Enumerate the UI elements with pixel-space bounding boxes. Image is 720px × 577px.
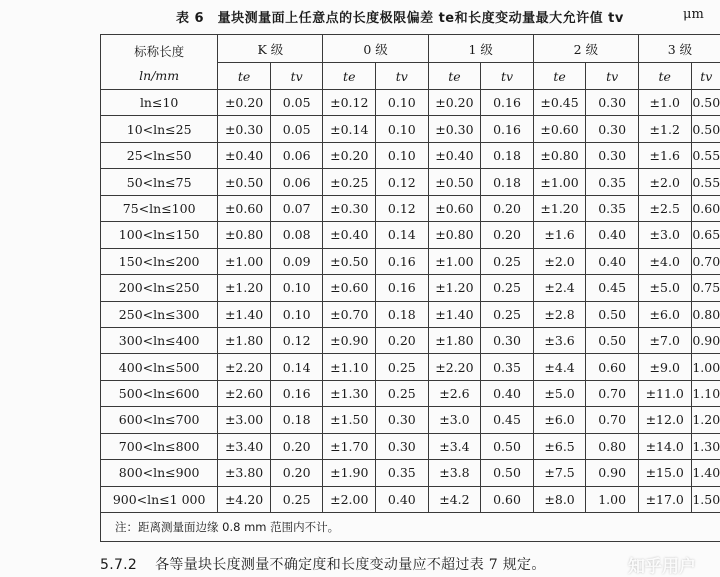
tv-cell: 0.60 <box>481 486 534 512</box>
te-cell: ±1.00 <box>533 169 586 195</box>
tv-cell: 0.16 <box>376 275 429 301</box>
tv-cell: 0.16 <box>481 90 534 116</box>
table-row <box>101 116 720 142</box>
tv-header: tv <box>376 63 429 90</box>
tv-cell: 0.35 <box>376 460 429 486</box>
te-cell: ±1.80 <box>218 327 271 353</box>
tv-cell: 1.00 <box>691 354 720 380</box>
tv-cell: 0.50 <box>691 116 720 142</box>
te-cell: ±6.5 <box>533 433 586 459</box>
tv-header: tv <box>270 63 323 90</box>
te-cell: ±0.60 <box>218 195 271 221</box>
te-cell: ±1.30 <box>323 380 376 406</box>
tv-cell: 0.16 <box>376 248 429 274</box>
tolerance-table <box>100 34 720 542</box>
tv-cell: 0.50 <box>586 301 639 327</box>
te-cell: ±3.0 <box>638 222 691 248</box>
te-cell: ±2.6 <box>428 380 481 406</box>
table-title: 表 6 量块测量面上任意点的长度极限偏差 te和长度变动量最大允许值 tv <box>176 7 624 26</box>
tv-cell: 0.06 <box>270 169 323 195</box>
te-cell: ±1.20 <box>428 275 481 301</box>
te-cell: ±3.8 <box>428 460 481 486</box>
te-header: te <box>533 63 586 90</box>
nominal-length-cell: 700<ln≤800 <box>101 433 218 459</box>
te-cell: ±1.2 <box>638 116 691 142</box>
te-cell: ±0.20 <box>428 90 481 116</box>
tv-cell: 0.70 <box>586 407 639 433</box>
te-cell: ±4.0 <box>638 248 691 274</box>
tv-cell: 0.18 <box>270 407 323 433</box>
table-row <box>101 275 720 301</box>
te-cell: ±0.14 <box>323 116 376 142</box>
te-cell: ±5.0 <box>533 380 586 406</box>
tv-cell: 0.90 <box>586 460 639 486</box>
table-row <box>101 195 720 221</box>
te-cell: ±1.40 <box>428 301 481 327</box>
te-cell: ±0.40 <box>218 142 271 168</box>
te-cell: ±3.4 <box>428 433 481 459</box>
tv-cell: 1.20 <box>691 407 720 433</box>
te-cell: ±1.20 <box>533 195 586 221</box>
tv-cell: 0.40 <box>376 486 429 512</box>
te-cell: ±1.80 <box>428 327 481 353</box>
te-cell: ±8.0 <box>533 486 586 512</box>
tv-cell: 0.30 <box>586 90 639 116</box>
tv-cell: 0.70 <box>691 248 720 274</box>
tv-cell: 0.35 <box>586 169 639 195</box>
te-cell: ±14.0 <box>638 433 691 459</box>
section-paragraph <box>100 554 546 574</box>
tv-cell: 1.40 <box>691 460 720 486</box>
tv-cell: 0.40 <box>481 380 534 406</box>
te-cell: ±1.6 <box>533 222 586 248</box>
te-cell: ±1.70 <box>323 433 376 459</box>
te-header: te <box>323 63 376 90</box>
nominal-length-cell: 300<ln≤400 <box>101 327 218 353</box>
tv-cell: 0.30 <box>481 327 534 353</box>
table-row <box>101 90 720 116</box>
table-row <box>101 222 720 248</box>
table-row <box>101 327 720 353</box>
watermark: 知乎用户 <box>628 552 696 577</box>
tv-cell: 0.25 <box>376 354 429 380</box>
te-cell: ±3.40 <box>218 433 271 459</box>
te-cell: ±0.60 <box>323 275 376 301</box>
nominal-length-cell: 100<ln≤150 <box>101 222 218 248</box>
table-row <box>101 142 720 168</box>
tv-cell: 0.90 <box>691 327 720 353</box>
tv-cell: 0.55 <box>691 142 720 168</box>
te-cell: ±0.70 <box>323 301 376 327</box>
tv-cell: 0.18 <box>481 142 534 168</box>
tv-cell: 0.50 <box>481 433 534 459</box>
te-cell: ±0.30 <box>323 195 376 221</box>
tv-cell: 0.20 <box>376 327 429 353</box>
table-row <box>101 248 720 274</box>
te-cell: ±5.0 <box>638 275 691 301</box>
unit-label: μm <box>683 7 704 22</box>
nominal-length-header <box>101 35 218 90</box>
nominal-length-cell: 900<ln≤1 000 <box>101 486 218 512</box>
tv-cell: 0.08 <box>270 222 323 248</box>
nominal-length-cell: 10<ln≤25 <box>101 116 218 142</box>
te-cell: ±0.25 <box>323 169 376 195</box>
te-cell: ±4.2 <box>428 486 481 512</box>
tv-cell: 0.25 <box>376 380 429 406</box>
te-cell: ±0.60 <box>428 195 481 221</box>
nominal-length-cell: 200<ln≤250 <box>101 275 218 301</box>
te-cell: ±7.0 <box>638 327 691 353</box>
table-row <box>101 354 720 380</box>
tv-cell: 0.20 <box>270 460 323 486</box>
tv-cell: 0.65 <box>691 222 720 248</box>
nominal-length-cell: 75<ln≤100 <box>101 195 218 221</box>
te-cell: ±4.4 <box>533 354 586 380</box>
table-row <box>101 460 720 486</box>
tv-cell: 0.10 <box>376 90 429 116</box>
te-cell: ±2.5 <box>638 195 691 221</box>
grade-header: K 级 <box>218 35 323 63</box>
te-cell: ±0.20 <box>218 90 271 116</box>
tv-cell: 0.25 <box>481 275 534 301</box>
tv-cell: 0.12 <box>270 327 323 353</box>
te-cell: ±1.0 <box>638 90 691 116</box>
te-cell: ±0.80 <box>533 142 586 168</box>
te-cell: ±2.20 <box>428 354 481 380</box>
te-cell: ±6.0 <box>533 407 586 433</box>
te-header: te <box>218 63 271 90</box>
te-cell: ±0.20 <box>323 142 376 168</box>
nominal-length-cell: 600<ln≤700 <box>101 407 218 433</box>
section-number: 5.7.2 <box>100 557 137 573</box>
tv-header: tv <box>691 63 720 90</box>
nominal-length-cell: 150<ln≤200 <box>101 248 218 274</box>
tv-cell: 0.35 <box>481 354 534 380</box>
te-cell: ±12.0 <box>638 407 691 433</box>
nominal-length-label: 标称长度 <box>101 42 217 60</box>
te-cell: ±2.00 <box>323 486 376 512</box>
te-cell: ±2.4 <box>533 275 586 301</box>
nominal-length-cell: 400<ln≤500 <box>101 354 218 380</box>
te-cell: ±0.30 <box>428 116 481 142</box>
tv-header: tv <box>586 63 639 90</box>
te-cell: ±1.90 <box>323 460 376 486</box>
te-cell: ±0.45 <box>533 90 586 116</box>
te-cell: ±0.50 <box>323 248 376 274</box>
nominal-length-cell: 500<ln≤600 <box>101 380 218 406</box>
nominal-length-cell: 250<ln≤300 <box>101 301 218 327</box>
tv-cell: 0.30 <box>586 116 639 142</box>
tv-cell: 0.12 <box>376 169 429 195</box>
te-cell: ±3.00 <box>218 407 271 433</box>
tv-cell: 0.25 <box>481 248 534 274</box>
grade-header: 1 级 <box>428 35 533 63</box>
tv-cell: 0.10 <box>376 142 429 168</box>
tv-cell: 0.14 <box>270 354 323 380</box>
tv-header: tv <box>481 63 534 90</box>
tv-cell: 0.80 <box>691 301 720 327</box>
te-cell: ±0.50 <box>218 169 271 195</box>
tv-cell: 0.05 <box>270 90 323 116</box>
te-cell: ±6.0 <box>638 301 691 327</box>
tv-cell: 0.06 <box>270 142 323 168</box>
te-cell: ±7.5 <box>533 460 586 486</box>
section-text: 各等量块长度测量不确定度和长度变动量应不超过表 7 规定。 <box>155 557 546 573</box>
nominal-length-cell: ln≤10 <box>101 90 218 116</box>
te-header: te <box>638 63 691 90</box>
tv-cell: 0.25 <box>270 486 323 512</box>
te-cell: ±1.00 <box>218 248 271 274</box>
te-cell: ±3.0 <box>428 407 481 433</box>
table-row <box>101 380 720 406</box>
nominal-length-cell: 50<ln≤75 <box>101 169 218 195</box>
tv-cell: 0.80 <box>586 433 639 459</box>
tv-cell: 0.14 <box>376 222 429 248</box>
tv-cell: 0.70 <box>586 380 639 406</box>
table-row <box>101 301 720 327</box>
te-header: te <box>428 63 481 90</box>
te-cell: ±3.80 <box>218 460 271 486</box>
tv-cell: 0.09 <box>270 248 323 274</box>
tv-cell: 0.60 <box>691 195 720 221</box>
table-caption <box>0 4 720 28</box>
te-cell: ±17.0 <box>638 486 691 512</box>
tv-cell: 0.30 <box>376 433 429 459</box>
te-cell: ±0.80 <box>218 222 271 248</box>
tv-cell: 0.60 <box>586 354 639 380</box>
tv-cell: 0.20 <box>481 222 534 248</box>
tv-cell: 0.20 <box>481 195 534 221</box>
te-cell: ±2.8 <box>533 301 586 327</box>
tv-cell: 0.20 <box>270 433 323 459</box>
te-cell: ±1.6 <box>638 142 691 168</box>
nominal-length-unit: ln/mm <box>101 68 217 83</box>
nominal-length-cell: 800<ln≤900 <box>101 460 218 486</box>
te-cell: ±2.0 <box>638 169 691 195</box>
te-cell: ±1.00 <box>428 248 481 274</box>
grade-header: 2 级 <box>533 35 638 63</box>
tv-cell: 0.05 <box>270 116 323 142</box>
te-cell: ±4.20 <box>218 486 271 512</box>
tv-cell: 0.75 <box>691 275 720 301</box>
te-cell: ±2.60 <box>218 380 271 406</box>
te-cell: ±1.50 <box>323 407 376 433</box>
tv-cell: 0.50 <box>586 327 639 353</box>
tv-cell: 0.55 <box>691 169 720 195</box>
te-cell: ±0.50 <box>428 169 481 195</box>
te-cell: ±9.0 <box>638 354 691 380</box>
tv-cell: 0.50 <box>691 90 720 116</box>
table-note: 注：距离测量面边缘 0.8 mm 范围内不计。 <box>101 513 720 542</box>
table-body <box>101 90 720 513</box>
te-cell: ±3.6 <box>533 327 586 353</box>
tv-cell: 1.10 <box>691 380 720 406</box>
tv-cell: 0.40 <box>586 222 639 248</box>
table-row <box>101 169 720 195</box>
te-cell: ±0.80 <box>428 222 481 248</box>
tv-cell: 0.30 <box>376 407 429 433</box>
tv-cell: 0.07 <box>270 195 323 221</box>
te-cell: ±2.20 <box>218 354 271 380</box>
te-cell: ±1.20 <box>218 275 271 301</box>
tv-cell: 0.35 <box>586 195 639 221</box>
te-cell: ±1.10 <box>323 354 376 380</box>
tv-cell: 0.10 <box>270 275 323 301</box>
tv-cell: 0.16 <box>270 380 323 406</box>
tv-cell: 1.00 <box>586 486 639 512</box>
te-cell: ±0.90 <box>323 327 376 353</box>
tv-cell: 0.45 <box>586 275 639 301</box>
te-cell: ±15.0 <box>638 460 691 486</box>
tv-cell: 0.18 <box>376 301 429 327</box>
table-row <box>101 486 720 512</box>
tv-cell: 0.45 <box>481 407 534 433</box>
tv-cell: 1.50 <box>691 486 720 512</box>
te-cell: ±0.60 <box>533 116 586 142</box>
nominal-length-cell: 25<ln≤50 <box>101 142 218 168</box>
te-cell: ±0.30 <box>218 116 271 142</box>
te-cell: ±1.40 <box>218 301 271 327</box>
tv-cell: 0.10 <box>376 116 429 142</box>
te-cell: ±0.40 <box>323 222 376 248</box>
tv-cell: 0.50 <box>481 460 534 486</box>
tv-cell: 0.30 <box>586 142 639 168</box>
te-cell: ±0.12 <box>323 90 376 116</box>
tv-cell: 0.40 <box>586 248 639 274</box>
tv-cell: 0.12 <box>376 195 429 221</box>
tv-cell: 1.30 <box>691 433 720 459</box>
tv-cell: 0.16 <box>481 116 534 142</box>
grade-header: 0 级 <box>323 35 428 63</box>
tv-cell: 0.25 <box>481 301 534 327</box>
table-row <box>101 407 720 433</box>
te-cell: ±2.0 <box>533 248 586 274</box>
tv-cell: 0.10 <box>270 301 323 327</box>
te-cell: ±0.40 <box>428 142 481 168</box>
grade-header: 3 级 <box>638 35 720 63</box>
tv-cell: 0.18 <box>481 169 534 195</box>
table-row <box>101 433 720 459</box>
te-cell: ±11.0 <box>638 380 691 406</box>
